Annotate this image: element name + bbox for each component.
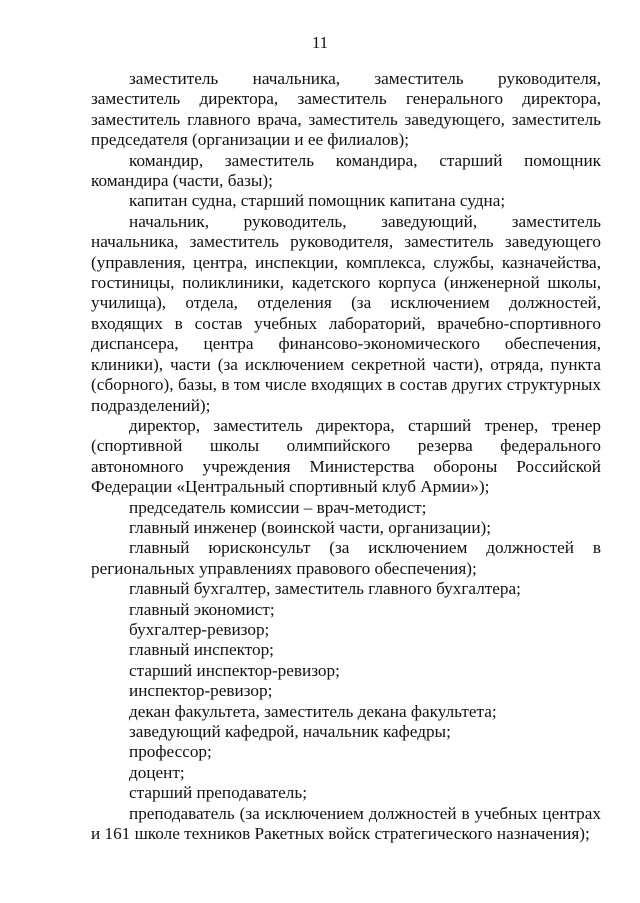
paragraph-sports-school: директор, заместитель директора, старший тренер, тренер (спортивной школы олимпийского резерва федерального автономного учреждения Министерства обороны Российской Федерации «Центральный спортивный клуб Армии»); bbox=[91, 415, 601, 497]
paragraph-chief-legal-counsel: главный юрисконсульт (за исключением должностей в региональных управлениях правового обеспечения); bbox=[91, 538, 601, 578]
paragraph-department-head: заведующий кафедрой, начальник кафедры; bbox=[129, 722, 451, 741]
paragraph-docent: доцент; bbox=[129, 762, 185, 782]
paragraph-ship-captain: капитан судна, старший помощник капитана судна; bbox=[129, 191, 506, 211]
paragraph-chief-engineer: главный инженер (воинской части, организации); bbox=[129, 517, 492, 537]
paragraph-senior-inspector-auditor: старший инспектор-ревизор; bbox=[129, 660, 340, 680]
paragraph-professor: профессор; bbox=[129, 742, 212, 762]
paragraph-commission-chair: председатель комиссии – врач-методист; bbox=[129, 497, 427, 517]
page-number: 11 bbox=[311, 33, 329, 52]
paragraph-inspector-auditor: инспектор-ревизор; bbox=[129, 681, 273, 701]
paragraph-chief-economist: главный экономист; bbox=[129, 599, 275, 619]
paragraph-accountant-auditor: бухгалтер-ревизор; bbox=[129, 619, 270, 639]
paragraph-deputy-heads: заместитель начальника, заместитель руководителя, заместитель директора, заместитель генерального директора, заместитель главного врача, заместитель заведующего, заместитель председателя (организации и ее филиалов); bbox=[91, 69, 601, 150]
paragraph-unit-heads: начальник, руководитель, заведующий, заместитель начальника, заместитель руководителя, заместитель заведующего (управления, центра, инспекции, комплекса, службы, казначейства, гостиницы, поликлиники, кадетского корпуса (инженерной школы, училища), отдела, отделения (за исключением должностей, входящих в состав учебных лабораторий, врачебно-спортивного диспансера, центра финансово-экономического обеспечения, клиники), части (за исключением секретной части), отряда, пункта (сборного), базы, в том числе входящих в состав других структурных подразделений); bbox=[91, 211, 601, 415]
paragraph-senior-lecturer: старший преподаватель; bbox=[129, 783, 307, 803]
document-body bbox=[91, 69, 601, 844]
paragraph-chief-inspector: главный инспектор; bbox=[129, 640, 274, 660]
paragraph-dean: декан факультета, заместитель декана факультета; bbox=[129, 701, 497, 721]
paragraph-lecturer: преподаватель (за исключением должностей в учебных центрах и 161 школе техников Ракетных войск стратегического назначения); bbox=[91, 803, 601, 844]
paragraph-commander: командир, заместитель командира, старший помощник командира (части, базы); bbox=[91, 150, 601, 191]
paragraph-chief-accountant: главный бухгалтер, заместитель главного бухгалтера; bbox=[129, 579, 521, 599]
